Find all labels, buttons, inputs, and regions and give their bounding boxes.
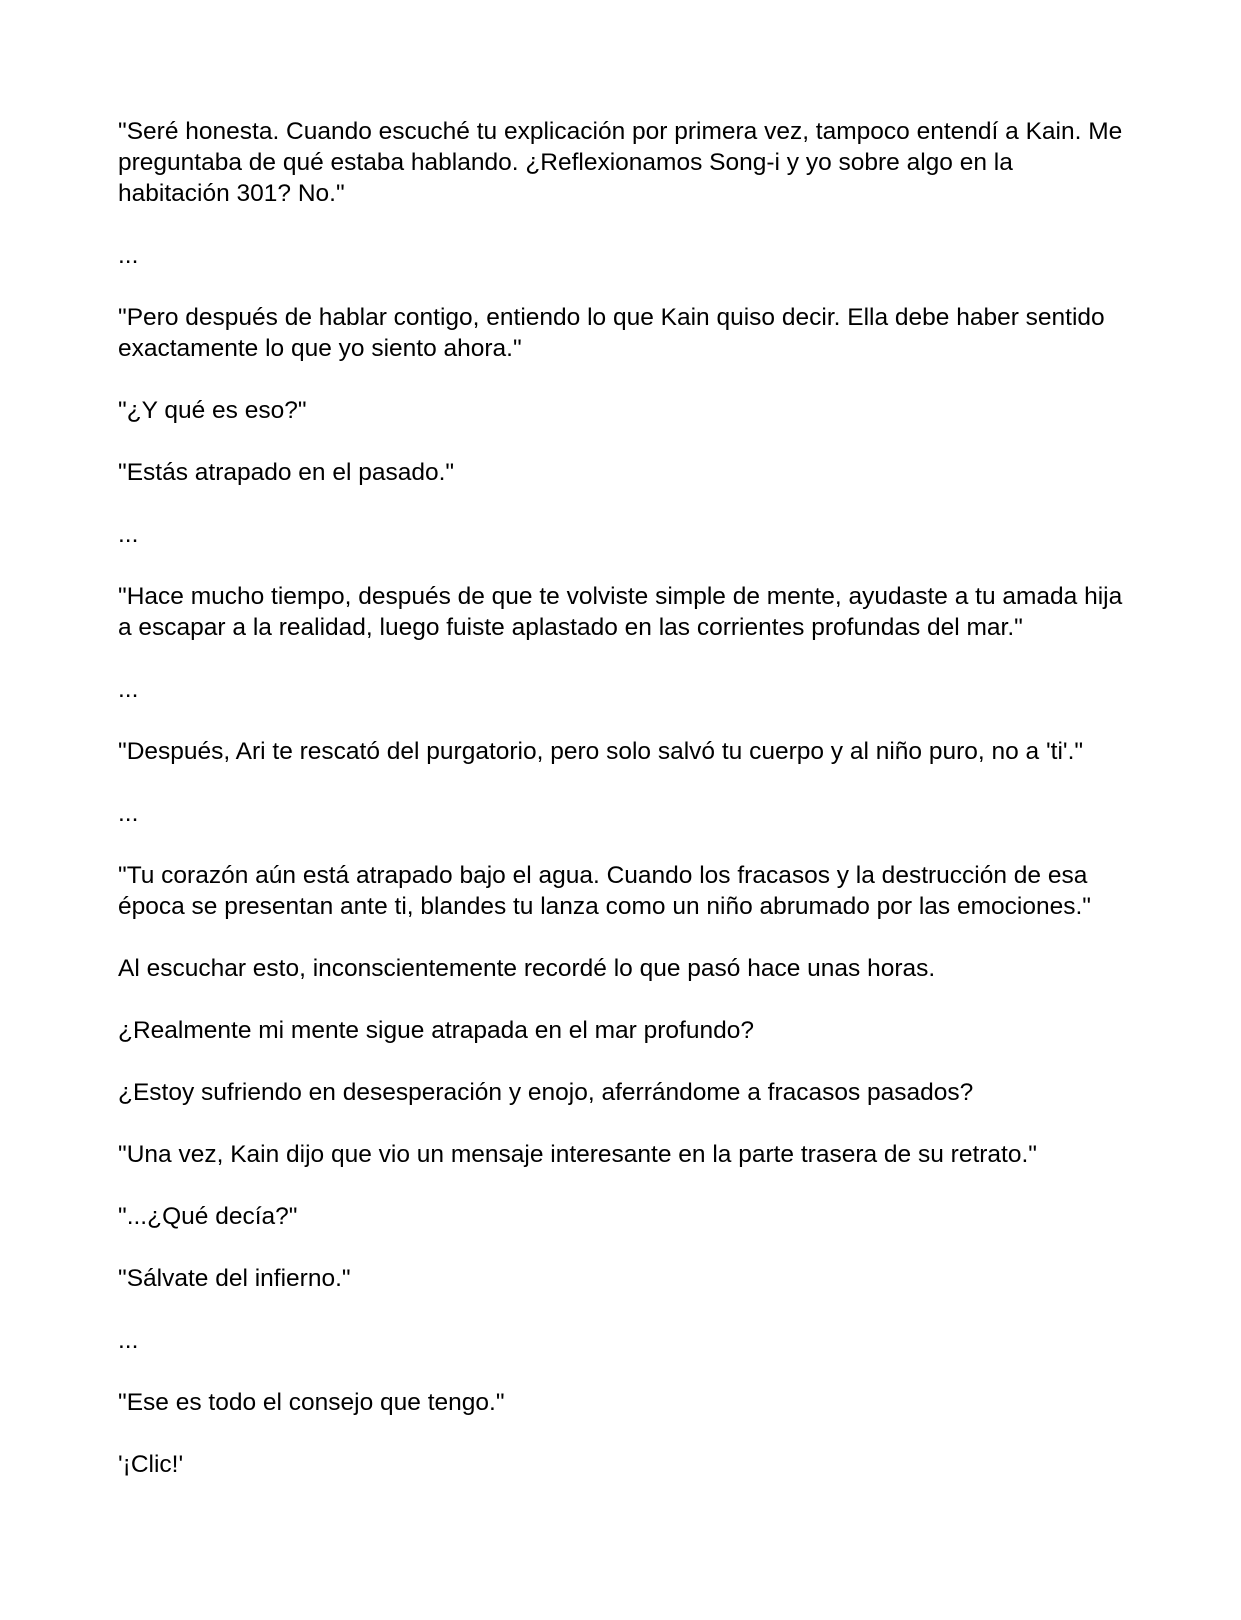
paragraph: "Pero después de hablar contigo, entiendo lo que Kain quiso decir. Ella debe haber sentido exactamente lo que yo siento ahora.": [118, 304, 1105, 362]
paragraph: ...: [118, 521, 139, 548]
paragraph: "Después, Ari te rescató del purgatorio, pero solo salvó tu cuerpo y al niño puro, no a 'ti'.": [118, 738, 1084, 765]
paragraph: "Estás atrapado en el pasado.": [118, 459, 455, 486]
paragraph: "Sálvate del infierno.": [118, 1265, 351, 1292]
paragraph: "Una vez, Kain dijo que vio un mensaje interesante en la parte trasera de su retrato.": [118, 1141, 1037, 1168]
paragraph: '¡Clic!': [118, 1451, 184, 1478]
paragraph: Al escuchar esto, inconscientemente recordé lo que pasó hace unas horas.: [118, 955, 936, 982]
document-body: [118, 116, 1128, 1511]
paragraph: "...¿Qué decía?": [118, 1203, 298, 1230]
paragraph: ...: [118, 676, 139, 703]
paragraph: ...: [118, 800, 139, 827]
paragraph: "Hace mucho tiempo, después de que te volviste simple de mente, ayudaste a tu amada hija a escapar a la realidad, luego fuiste aplastado en las corrientes profundas del mar.": [118, 583, 1123, 641]
paragraph: "¿Y qué es eso?": [118, 397, 307, 424]
paragraph: ¿Estoy sufriendo en desesperación y enojo, aferrándome a fracasos pasados?: [118, 1079, 974, 1106]
paragraph: "Seré honesta. Cuando escuché tu explicación por primera vez, tampoco entendí a Kain. Me preguntaba de qué estaba hablando. ¿Reflexionamos Song-i y yo sobre algo en la habitación 301? No.": [118, 118, 1123, 207]
paragraph: ...: [118, 1327, 139, 1354]
paragraph: ¿Realmente mi mente sigue atrapada en el mar profundo?: [118, 1017, 754, 1044]
paragraph: "Ese es todo el consejo que tengo.": [118, 1389, 505, 1416]
paragraph: "Tu corazón aún está atrapado bajo el agua. Cuando los fracasos y la destrucción de esa época se presentan ante ti, blandes tu lanza como un niño abrumado por las emociones.": [118, 862, 1091, 920]
paragraph: ...: [118, 242, 139, 269]
